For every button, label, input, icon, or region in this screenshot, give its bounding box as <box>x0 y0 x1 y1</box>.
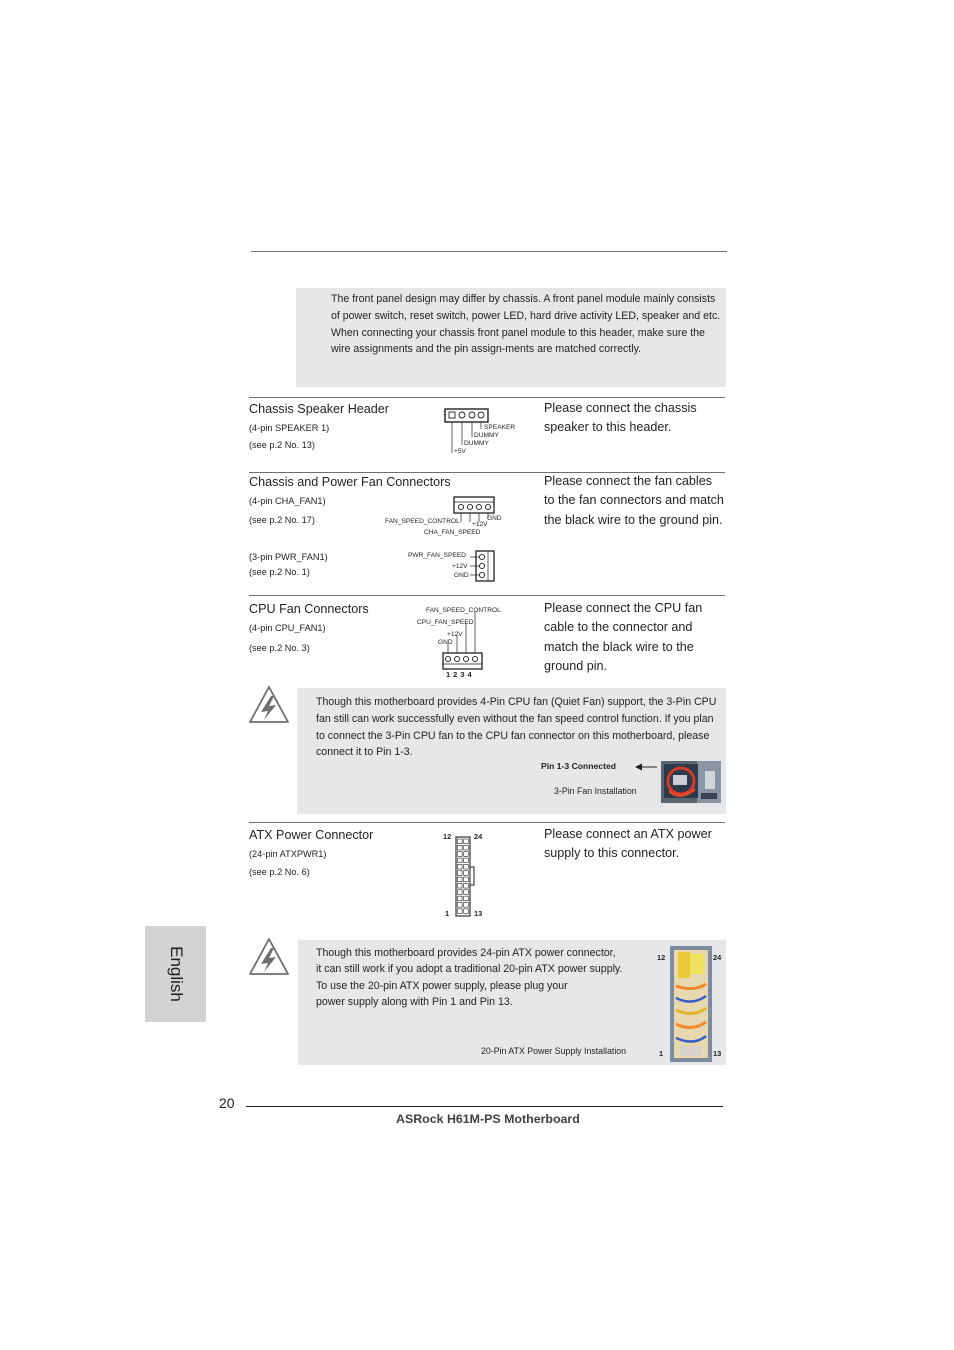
speaker-pin-dummy1: DUMMY <box>474 432 499 439</box>
fans-sub2: (see p.2 No. 17) <box>249 515 315 525</box>
cha-fan-control-label: FAN_SPEED_CONTROL <box>385 518 460 525</box>
fans-title: Chassis and Power Fan Connectors <box>249 475 451 489</box>
atx-photo-pin-1: 1 <box>659 1049 664 1058</box>
warning-icon-atx <box>248 937 290 977</box>
cpu-fan-pin-numbers: 1 2 3 4 <box>446 670 472 679</box>
pwr-fan-diagram <box>470 549 498 583</box>
fans-desc: Please connect the fan cables to the fan connectors and match the black wire to the ground pin. <box>544 474 724 527</box>
cha-fan-12v-label: +12V <box>472 521 488 528</box>
cpu-fan-sub2: (see p.2 No. 3) <box>249 643 310 653</box>
cpu-fan-speed-label: CPU_FAN_SPEED <box>417 619 474 626</box>
speaker-sub1: (4-pin SPEAKER 1) <box>249 423 330 433</box>
pwr-fan-gnd-label: GND <box>454 572 469 579</box>
pin-connected-label: Pin 1-3 Connected <box>541 761 616 771</box>
atx-pin-1: 1 <box>445 909 450 918</box>
fans-sub3: (3-pin PWR_FAN1) <box>249 552 328 562</box>
speaker-title: Chassis Speaker Header <box>249 402 390 416</box>
speaker-pin-dummy2: DUMMY <box>464 440 489 447</box>
language-tab <box>145 926 206 1022</box>
atx-photo-pin-24: 24 <box>713 953 722 962</box>
top-rule <box>251 251 727 252</box>
speaker-pin-5v: +5V <box>454 448 466 455</box>
speaker-sub2: (see p.2 No. 13) <box>249 440 315 450</box>
speaker-pin-speaker: SPEAKER <box>484 424 516 431</box>
atx-note-line1: Though this motherboard provides 24-pin ATX power connector, <box>316 947 616 959</box>
cpu-fan-rule <box>249 595 725 596</box>
language-tab-label: English <box>166 946 186 1002</box>
cpu-fan-title: CPU Fan Connectors <box>249 602 369 616</box>
atx-connector-body <box>456 837 470 916</box>
cha-fan-gnd-label: GND <box>487 515 502 522</box>
speaker-desc: Please connect the chassis speaker to this header. <box>544 401 697 435</box>
cpu-fan-12v-label: +12V <box>447 631 463 638</box>
atx-sub2: (see p.2 No. 6) <box>249 867 310 877</box>
cpu-fan-sub1: (4-pin CPU_FAN1) <box>249 623 326 633</box>
cpu-fan-gnd-label: GND <box>438 639 453 646</box>
cha-fan-speed-label: CHA_FAN_SPEED <box>424 529 481 536</box>
speaker-rule <box>249 397 725 398</box>
footer-product: ASRock H61M-PS Motherboard <box>396 1112 580 1126</box>
cpu-note-text: Though this motherboard provides 4-Pin CPU fan (Quiet Fan) support, the 3-Pin CPU fan still can work successfully even without the fan speed control function. If you plan to connect the 3-Pin CPU fan to the CPU fan connector on this motherboard, please connect it to Pin 1-3. <box>316 696 717 759</box>
footer-rule <box>246 1106 723 1107</box>
cpu-fan-diagram <box>440 612 490 672</box>
atx-title: ATX Power Connector <box>249 828 374 842</box>
atx-note-line4: power supply along with Pin 1 and Pin 13. <box>316 996 513 1008</box>
atx-note-line2: it can still work if you adopt a traditional 20-pin ATX power supply. <box>316 963 623 975</box>
cpu-fan-desc: Please connect the CPU fan cable to the connector and match the black wire to the ground pin. <box>544 601 703 674</box>
arrow-left-icon <box>635 762 659 772</box>
pwr-fan-12v-label: +12V <box>452 563 468 570</box>
speaker-pin-1: 1 <box>443 410 447 417</box>
atx-pin-24: 24 <box>474 832 483 841</box>
atx-install-photo <box>670 946 712 1062</box>
fans-sub4: (see p.2 No. 1) <box>249 567 310 577</box>
atx-install-label: 20-Pin ATX Power Supply Installation <box>481 1046 627 1056</box>
fan-install-label: 3-Pin Fan Installation <box>554 786 637 796</box>
fans-sub1: (4-pin CHA_FAN1) <box>249 496 326 506</box>
atx-connector-diagram <box>454 836 478 918</box>
fan-install-photo <box>661 761 721 803</box>
atx-photo-pin-13: 13 <box>713 1049 722 1058</box>
atx-pin-12: 12 <box>443 832 452 841</box>
atx-pin-13: 13 <box>474 909 483 918</box>
page-number: 20 <box>219 1095 235 1111</box>
atx-note-line3: To use the 20-pin ATX power supply, please plug your <box>316 980 568 992</box>
atx-photo-pin-12: 12 <box>657 953 666 962</box>
pwr-fan-speed-label: PWR_FAN_SPEED <box>408 552 466 559</box>
atx-connector-latch <box>470 867 474 885</box>
atx-desc: Please connect an ATX power supply to this connector. <box>544 827 712 861</box>
atx-rule <box>249 822 725 823</box>
atx-sub1: (24-pin ATXPWR1) <box>249 849 327 859</box>
cpu-fan-control-label: FAN_SPEED_CONTROL <box>426 607 501 614</box>
front-panel-note-text: The front panel design may differ by chassis. A front panel module mainly consists of power switch, reset switch, power LED, hard drive activity LED, speaker and etc. When connecting your chassis front panel module to this header, make sure the wire assignments and the pin assign-ments are matched correctly. <box>331 293 721 356</box>
warning-icon <box>248 685 290 725</box>
